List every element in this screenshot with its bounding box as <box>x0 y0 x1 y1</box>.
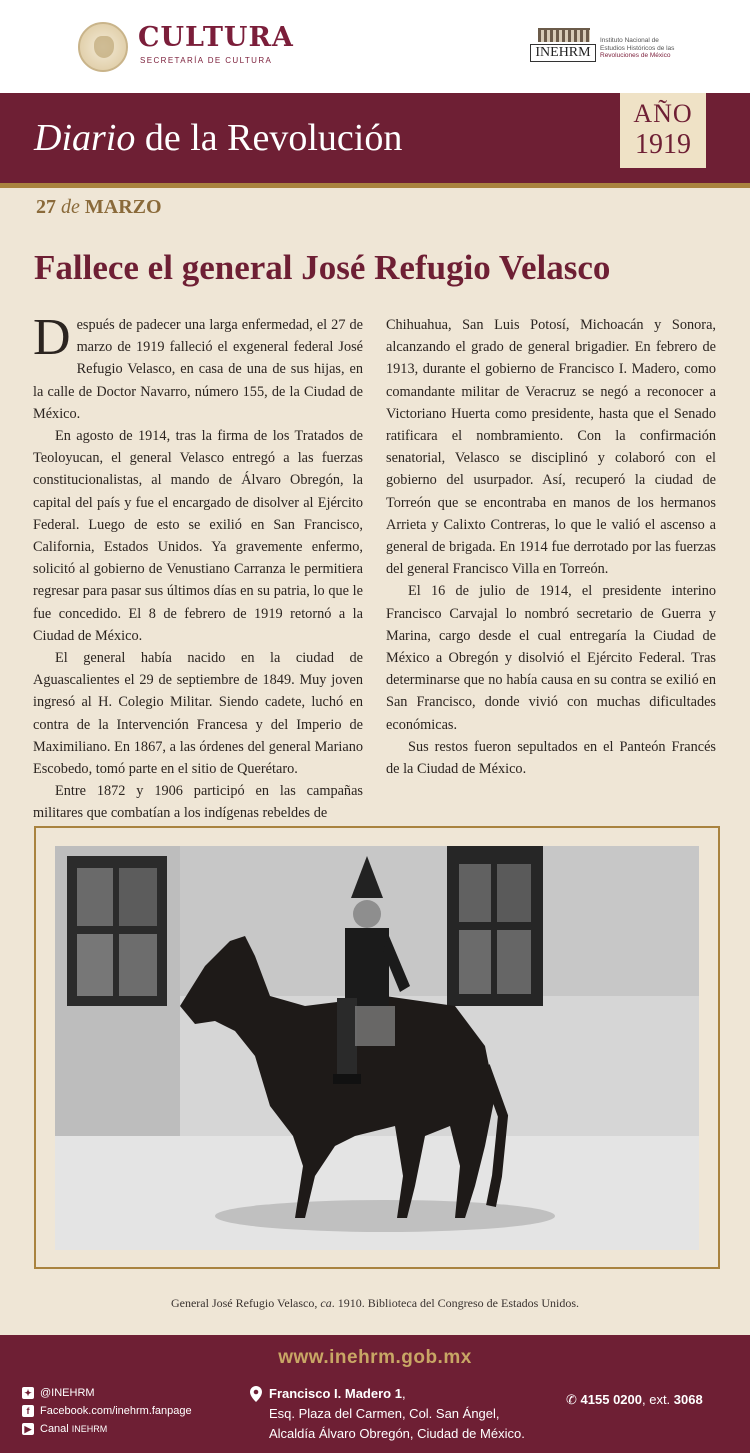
phone-ext-prefix: , ext. <box>641 1392 674 1407</box>
inehrm-desc-line: Instituto Nacional de <box>600 37 659 44</box>
inehrm-description <box>600 37 720 60</box>
year-label: AÑO <box>633 99 693 128</box>
address-street: Francisco I. Madero 1 <box>269 1386 402 1401</box>
paragraph: El 16 de julio de 1914, el presidente interino Francisco Carvajal lo nombró secretario de Guerra y Marina, cargo desde el cual entregaría la Ciudad de México a Obregón y disolvió el Ejército Federal. Tras determinarse que no había causa en su contra se exilió en San Francisco, donde vivió con muchas dificultades económicas. <box>386 583 716 733</box>
drop-cap: D <box>33 309 71 366</box>
cultura-subtitle: SECRETARÍA DE CULTURA <box>140 56 273 65</box>
paragraph: Entre 1872 y 1906 participó en las campañas militares que combatían a los indígenas rebeldes de <box>33 783 363 822</box>
horseman-photo-illustration <box>55 846 699 1250</box>
address-comma: , <box>401 1386 406 1401</box>
paragraph <box>33 309 363 425</box>
caption-part: . 1910. Biblioteca del Congreso de Estados Unidos. <box>331 1296 580 1310</box>
phone-extension: 3068 <box>673 1392 703 1407</box>
inehrm-acronym: INEHRM <box>530 44 596 62</box>
twitter-handle: @INEHRM <box>40 1387 95 1399</box>
phone-number: 4155 0200 <box>580 1392 642 1407</box>
mexico-seal-icon <box>78 22 128 72</box>
facebook-icon: f <box>22 1405 34 1417</box>
youtube-name: INEHRM <box>71 1424 108 1434</box>
photo-caption <box>0 1296 750 1311</box>
twitter-icon: ✦ <box>22 1387 34 1399</box>
publication-title <box>34 116 402 160</box>
year-box <box>620 93 706 168</box>
gold-divider <box>0 183 750 188</box>
youtube-channel <box>40 1420 107 1438</box>
inehrm-desc-line: Estudios Históricos de las <box>600 44 675 52</box>
paragraph: Sus restos fueron sepultados en el Panteón Francés de la Ciudad de México. <box>386 738 716 778</box>
phone-icon: ✆ <box>566 1392 577 1407</box>
date-day: 27 <box>36 196 56 218</box>
paragraph: El general había nacido en la ciudad de Aguascalientes el 29 de septiembre de 1849. Muy joven ingresó al H. Colegio Militar. Siendo cadete, luchó en contra de la Intervención Francesa y del Imperio de Maximiliano. En 1867, a las órdenes del general Mariano Escobedo, tomó parte en el sitio de Querétaro. <box>33 650 363 778</box>
inehrm-logo <box>530 28 596 64</box>
location-pin-icon <box>250 1386 262 1402</box>
website-link[interactable]: www.inehrm.gob.mx <box>278 1347 472 1368</box>
inehrm-desc-line: Revoluciones de México <box>600 52 671 59</box>
date-de: de <box>56 196 85 218</box>
historical-photo <box>55 846 699 1250</box>
youtube-prefix: Canal <box>40 1423 72 1435</box>
building-icon <box>538 28 590 42</box>
article-date <box>36 196 162 219</box>
article-column-left <box>33 309 363 825</box>
facebook-url: Facebook.com/inehrm.fanpage <box>40 1405 192 1417</box>
year-value: 1919 <box>635 129 691 160</box>
address-lines <box>269 1384 525 1444</box>
caption-circa: ca <box>320 1296 332 1310</box>
paragraph: Chihuahua, San Luis Potosí, Michoacán y Sonora, alcanzando el grado de general brigadier. En febrero de 1913, durante el gobierno de Francisco I. Madero, como comandante militar de Veracruz se negó a reconocer a Victoriano Huerta como presidente, hasta que el Senado ratificara el nombramiento. Con la confirmación senatorial, Velasco se disciplinó y colaboró con el gobierno del usurpador. Así, recuperó la ciudad de Torreón que se encontraba en manos de los hermanos Arrieta y Calixto Contreras, lo que le valió el ascenso a general de brigada. En 1914 fue derrotado por las fuerzas del general Francisco Villa en Torreón. <box>386 317 716 578</box>
publication-title-rest: de la Revolución <box>135 117 403 159</box>
article-headline: Fallece el general José Refugio Velasco <box>34 248 611 287</box>
social-facebook[interactable] <box>22 1402 192 1420</box>
address-line-1 <box>269 1384 525 1404</box>
social-links <box>22 1384 192 1438</box>
article-column-right <box>386 314 716 780</box>
paragraph-text: espués de padecer una larga enfermedad, el 27 de marzo de 1919 falleció el exgeneral federal José Refugio Velasco, en casa de una de sus hijas, en la calle de Doctor Navarro, número 155, de la Ciudad de México. <box>33 317 363 422</box>
address-line-2: Esq. Plaza del Carmen, Col. San Ángel, <box>269 1406 500 1421</box>
address-line-3: Alcaldía Álvaro Obregón, Ciudad de México. <box>269 1426 525 1441</box>
publication-title-italic: Diario <box>34 117 136 159</box>
cultura-title: CULTURA <box>138 22 294 53</box>
date-month: MARZO <box>84 196 162 218</box>
youtube-icon: ▶ <box>22 1423 34 1435</box>
phone-block[interactable] <box>566 1392 703 1408</box>
paragraph: En agosto de 1914, tras la firma de los Tratados de Teoloyucan, el general Velasco entregó a las fuerzas constitucionalistas, al mando de Álvaro Obregón, la capital del país y fue el encargado de disolver al Ejército Federal. Luego de esto se exilió en San Francisco, California, Estados Unidos. Ya gravemente enfermo, solicitó al gobierno de Venustiano Carranza le permitiera regresar para pasar sus últimos días en su patria, lo que le fue concedido. El 8 de febrero de 1919 retornó a la Ciudad de México. <box>33 428 363 644</box>
social-twitter[interactable] <box>22 1384 192 1402</box>
caption-part: General José Refugio Velasco, <box>170 1296 321 1310</box>
top-header <box>0 0 750 93</box>
social-youtube[interactable] <box>22 1420 192 1438</box>
address-block <box>250 1384 525 1444</box>
